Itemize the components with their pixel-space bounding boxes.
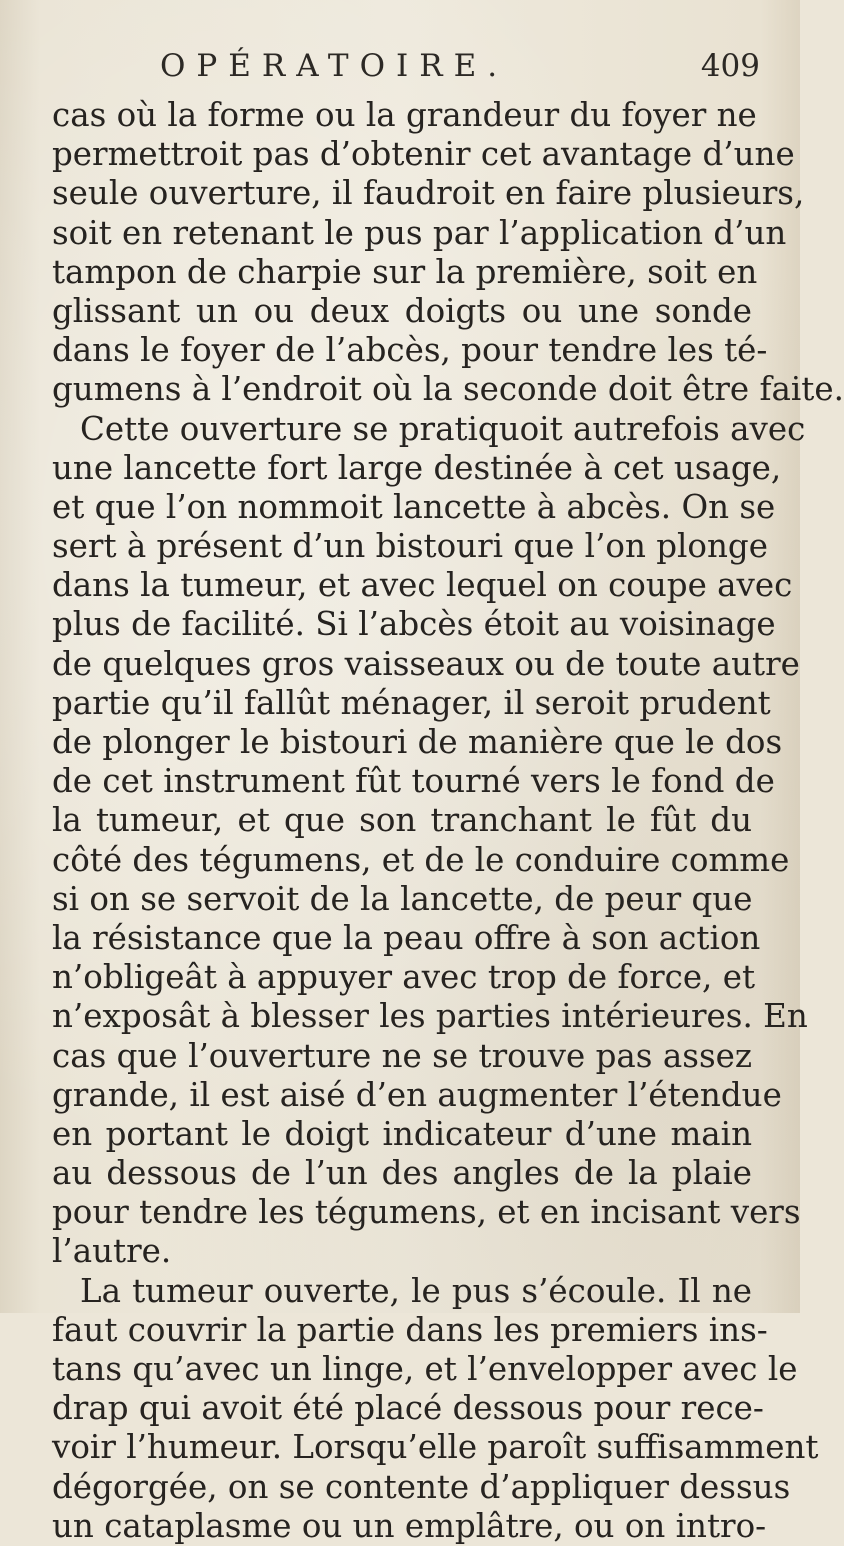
text-line: la résistance que la peau offre à son action: [52, 918, 761, 957]
running-head: [160, 46, 760, 86]
text-line: de quelques gros vaisseaux ou de toute autre: [52, 644, 800, 683]
body-text: [52, 96, 844, 1546]
text-line: gumens à l’endroit où la seconde doit être faite.: [52, 370, 844, 409]
text-line: dans la tumeur, et avec lequel on coupe avec: [52, 566, 793, 605]
paragraph-end-line: l’autre.: [52, 1232, 172, 1271]
text-line: dégorgée, on se contente d’appliquer dessus: [52, 1467, 791, 1506]
text-line: dans le foyer de l’abcès, pour tendre les té-: [52, 331, 768, 370]
text-line: n’obligeât à appuyer avec trop de force, et: [52, 958, 756, 997]
text-line: grande, il est aisé d’en augmenter l’étendue: [52, 1075, 782, 1114]
text-line: tampon de charpie sur la première, soit en: [52, 252, 758, 291]
text-line: n’exposât à blesser les parties intérieures. En: [52, 997, 808, 1036]
text-line: de plonger le bistouri de manière que le dos: [52, 723, 783, 761]
text-line: glissant un ou deux doigts ou une sonde: [52, 291, 752, 330]
text-line: seule ouverture, il faudroit en faire plusieurs,: [52, 174, 805, 213]
text-line: et que l’on nommoit lancette à abcès. On se: [52, 487, 776, 526]
paragraph-start-line: La tumeur ouverte, le pus s’écoule. Il ne: [80, 1271, 752, 1310]
paragraph-start-line: Cette ouverture se pratiquoit autrefois avec: [80, 409, 806, 448]
running-title: OPÉRATOIRE.: [160, 48, 509, 84]
text-line: faut couvrir la partie dans les premiers ins-: [52, 1310, 768, 1349]
page-number: 409: [700, 48, 760, 84]
text-line: de cet instrument fût tourné vers le fond de: [52, 762, 775, 801]
text-line: permettroit pas d’obtenir cet avantage d’une: [52, 135, 795, 174]
text-line: la tumeur, et que son tranchant le fût du: [52, 801, 752, 840]
text-line: sert à présent d’un bistouri que l’on plonge: [52, 527, 768, 566]
text-line: côté des tégumens, et de le conduire comme: [52, 840, 790, 879]
text-line: en portant le doigt indicateur d’une main: [52, 1114, 752, 1153]
text-line: un cataplasme ou un emplâtre, ou on intro-: [52, 1506, 767, 1545]
text-line: cas que l’ouverture ne se trouve pas assez: [52, 1036, 752, 1075]
text-line: partie qu’il fallût ménager, il seroit prudent: [52, 683, 771, 722]
text-line: drap qui avoit été placé dessous pour rece-: [52, 1389, 764, 1428]
text-line: voir l’humeur. Lorsqu’elle paroît suffisamment: [52, 1428, 819, 1467]
text-line: cas où la forme ou la grandeur du foyer ne: [52, 96, 757, 134]
text-line: pour tendre les tégumens, et en incisant vers: [52, 1193, 801, 1232]
text-line: au dessous de l’un des angles de la plaie: [52, 1154, 752, 1193]
text-line: plus de facilité. Si l’abcès étoit au voisinage: [52, 605, 776, 644]
text-line: tans qu’avec un linge, et l’envelopper avec le: [52, 1350, 798, 1388]
text-line: une lancette fort large destinée à cet usage,: [52, 448, 782, 487]
text-line: si on se servoit de la lancette, de peur que: [52, 879, 753, 918]
text-line: soit en retenant le pus par l’application d’un: [52, 213, 787, 252]
